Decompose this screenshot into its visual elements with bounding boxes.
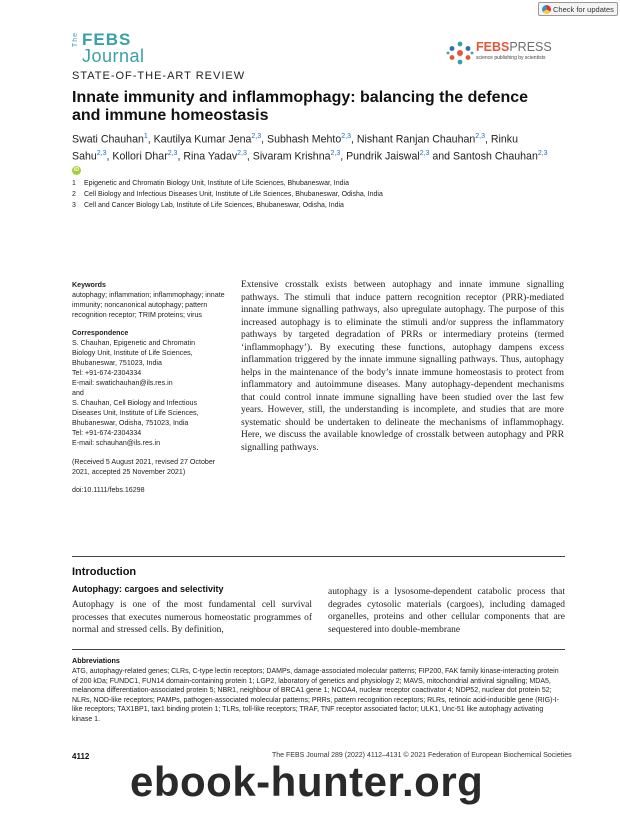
correspondence-line[interactable]: E-mail: swatichauhan@ils.res.in (72, 379, 173, 387)
author-affiliation-marker: 2,3 (330, 149, 341, 157)
abbreviations-text: ATG, autophagy-related genes; CLRs, C-type lectin receptors; DAMPs, damage-associated molecular patterns; FIP200, FAK family kinase-interacting protein of 200 kDa; FUNDC1, FUN14 domain-containing protein 1; LGP2, laboratory of genetics and physiology 2; MAVS, mitochondrial antiviral signalling; MDA5, melanoma differentiation-associated protein 5; NBR1, neighbour of BRCA1 gene 1; NCOA4, nuclear receptor coactivator 4; NDP52, nuclear dot protein 52; NLRs, NOD-like receptors; PAMPs, pathogen-associated molecular patterns; PRRs, pattern recognition receptors; RLRs, retinoic acid-inducible gene (RIG)-I-like receptors; TAX1BP1, tax1 binding protein 1; TLRs, toll-like receptors; TRAF, TNF receptor associated factor; ULK1, Unc-51 like autophagy activating kinase 1. (72, 668, 559, 723)
journal-citation: The FEBS Journal 289 (2022) 4112–4131 © 2021 Federation of European Biochemical Societies (272, 752, 572, 759)
correspondence-line: S. Chauhan, Epigenetic and Chromatin (72, 339, 196, 347)
check-for-updates-button[interactable] (538, 2, 618, 16)
section-divider (72, 556, 565, 557)
received-dates: (Received 5 August 2021, revised 27 October 2021, accepted 25 November 2021) (72, 458, 216, 476)
introduction-right-column: autophagy is a lysosome-dependent catabolic process that degrades cytosolic materials (cargoes), including damaged organelles, proteins and other cellular components that are sequestered into double-membrane (328, 587, 565, 635)
abbreviations-heading: Abbreviations (72, 656, 120, 665)
correspondence-line: Bhubaneswar, 751023, India (72, 359, 162, 367)
affiliation-1: 1 Epigenetic and Chromatin Biology Unit, Institute of Life Sciences, Bhubaneswar, India (72, 180, 349, 187)
affiliation-2: 2 Cell Biology and Infectious Diseases Unit, Institute of Life Sciences, Bhubaneswar, Odisha, India (72, 191, 383, 198)
keywords-heading: Keywords (72, 281, 106, 289)
febs-press-title: FEBSPRESS (476, 40, 552, 54)
article-sidebar (72, 280, 232, 495)
introduction-heading: Introduction (72, 566, 137, 578)
correspondence-line: Bhubaneswar, Odisha, 751023, India (72, 419, 189, 427)
correspondence-line: Tel: +91-674-2304334 (72, 429, 142, 437)
keywords-text: autophagy; inflammation; inflammophagy; innate immunity; noncanonical autophagy; pattern recognition receptor; TRIM proteins; virus (72, 291, 225, 319)
author-name: Nishant Ranjan Chauhan (356, 133, 476, 146)
correspondence-line: Biology Unit, Institute of Life Sciences, (72, 349, 193, 357)
introduction-subheading: Autophagy: cargoes and selectivity (72, 584, 224, 594)
febs-press-logo (446, 40, 566, 66)
section-label: STATE-OF-THE-ART REVIEW (72, 70, 246, 82)
correspondence-line: and (72, 389, 84, 397)
author-name: Subhash Mehto (267, 133, 342, 146)
author-name: Rinku Sahu (72, 133, 518, 163)
author-affiliation-marker: 2,3 (167, 149, 178, 157)
author-affiliation-marker: 2,3 (96, 149, 107, 157)
author-affiliation-marker: 2,3 (251, 133, 262, 140)
author-affiliation-marker: 2,3 (237, 149, 247, 157)
correspondence-line: Tel: +91-674-2304334 (72, 369, 142, 377)
journal-logo-the: The (72, 32, 79, 48)
correspondence-line[interactable]: E-mail: schauhan@ils.res.in (72, 439, 161, 447)
correspondence-line: S. Chauhan, Cell Biology and Infectious (72, 399, 198, 407)
febs-press-molecule-icon (446, 40, 474, 66)
author-name: Pundrik Jaiswal (346, 150, 420, 163)
febs-press-tagline: science publishing by scientists (476, 55, 546, 61)
author-name: Sivaram Krishna (252, 150, 331, 163)
author-name: Swati Chauhan (72, 133, 144, 146)
crossmark-icon (542, 5, 551, 14)
journal-logo-journal: Journal (82, 46, 145, 66)
correspondence-text (72, 338, 232, 448)
author-list: Swati Chauhan$^1$, Kautilya Kumar Jena$^{2,3}$, Subhash Mehto$^{2,3}$, Nishant Ranjan Chauhan$^{2,3}$, Rinku Sahu$^{2,3}$, Kollori Dhar$^{2,3}$, Rina Yadav$^{2,3}$, Sivaram Krishna$^{2,3}$, Pundrik Jaiswal$^{2,3}$ and Santosh Chauhan$^{2,3}$ iD (72, 133, 548, 173)
author-name: Rina Yadav (183, 150, 238, 163)
correspondence-line: Diseases Unit, Institute of Life Sciences, (72, 409, 199, 417)
page-number: 4112 (72, 752, 90, 761)
author-name: Kautilya Kumar Jena (153, 133, 252, 146)
correspondence-heading: Correspondence (72, 329, 129, 337)
affiliation-3: 3 Cell and Cancer Biology Lab, Institute of Life Sciences, Bhubaneswar, Odisha, India (72, 202, 344, 209)
author-affiliation-marker: 1 (143, 133, 148, 140)
orcid-icon[interactable]: iD (74, 166, 79, 173)
abbreviations-divider (72, 649, 565, 650)
check-for-updates-label: Check for updates (553, 5, 614, 14)
introduction-left-column: Autophagy is one of the most fundamental cell survival processes that executes numerous homeostatic programmes of normal and stressed cells. By definition, (72, 600, 312, 635)
author-affiliation-marker: 2,3 (341, 133, 351, 140)
doi-text: doi:10.1111/febs.16298 (72, 486, 145, 494)
abstract-text: Extensive crosstalk exists between autophagy and innate immune signalling pathways. The stimuli that induce pattern recognition receptor (PRR)-mediated innate immune signalling pathways, also upregulate autophagy. The purpose of this increased autophagy is to eliminate the stimuli and/or suppress the inflammatory pathways by targeted degradation of PRRs or intermediary proteins (termed ‘inflammophagy’). By executing these functions, autophagy dampens excess inflammation triggered by the innate immune signalling pathways. Thus, autophagy helps in the maintenance of the body’s innate immune homeostasis to protect from inflammatory and autoimmune diseases. Many autophagy-dependent mechanisms that could control innate immune signalling have been studied over the last few years. However, still, the understanding is incomplete, and studies that are more systematic should be undertaken to delineate the mechanisms of inflammophagy. Here, we discuss the available knowledge of crosstalk between autophagy and PRR signalling pathways. (241, 280, 564, 453)
author-name: Kollori Dhar (112, 150, 168, 163)
author-affiliation-marker: 2,3 (537, 149, 548, 157)
author-affiliation-marker: 2,3 (419, 149, 430, 157)
author-name: Santosh Chauhan (453, 150, 538, 163)
journal-logo-febs: FEBS (82, 30, 132, 49)
watermark: ebook-hunter.org (130, 758, 484, 805)
article-title: Innate immunity and inflammophagy: balancing the defence and immune homeostasis (72, 89, 529, 124)
author-affiliation-marker: 2,3 (475, 133, 485, 140)
